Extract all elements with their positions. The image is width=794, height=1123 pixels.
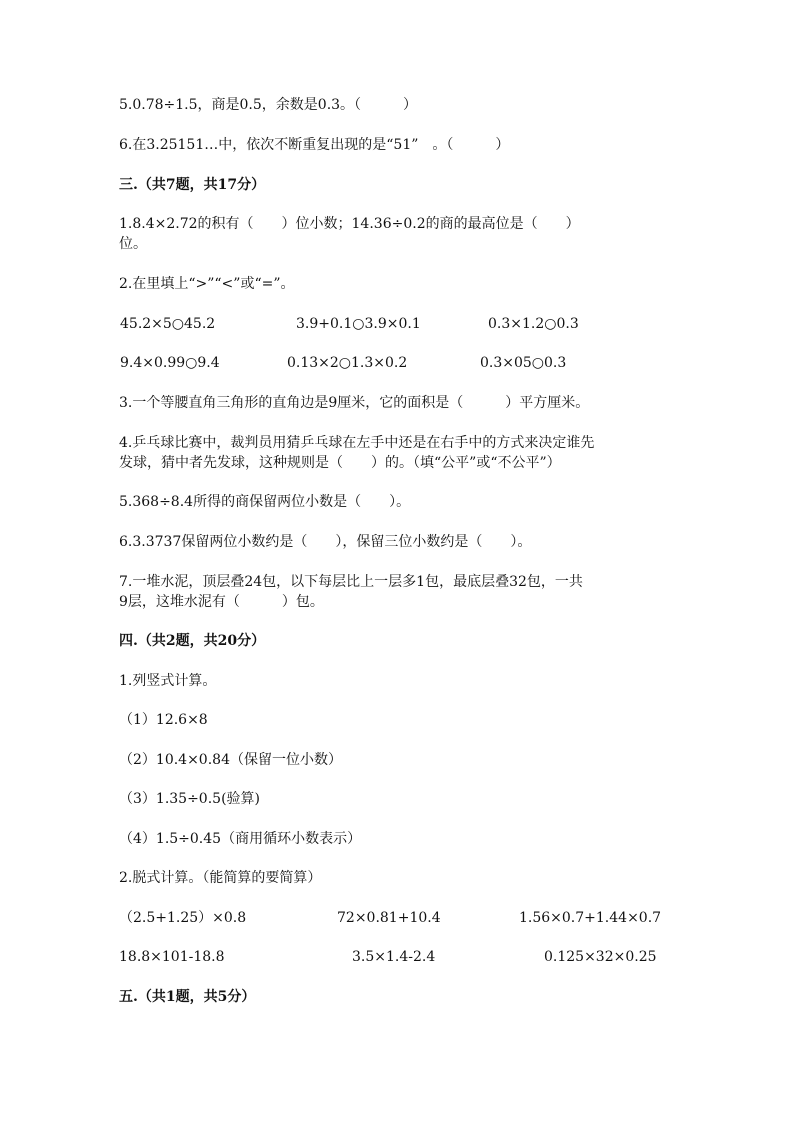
compare-row-2 <box>119 353 679 373</box>
calc-item: 1.56×0.7+1.44×0.7 <box>519 910 662 926</box>
s4-question-2: 2.脱式计算。（能简算的要简算） <box>119 870 322 886</box>
compare-row-1 <box>119 314 679 334</box>
s3-question-7-line-2: 9层，这堆水泥有（ ）包。 <box>119 594 324 610</box>
section-4-header: 四.（共2题，共20分） <box>119 633 266 649</box>
calc-item: （2.5+1.25）×0.8 <box>119 910 247 926</box>
s4-question-1: 1.列竖式计算。 <box>119 673 217 689</box>
compare-item: 3.9+0.1○3.9×0.1 <box>296 316 421 332</box>
s3-question-3: 3.一个等腰直角三角形的直角边是9厘米，它的面积是（ ）平方厘米。 <box>119 395 590 411</box>
calc-item: 0.125×32×0.25 <box>544 949 657 965</box>
vertical-calc-item: （4）1.5÷0.45（商用循环小数表示） <box>119 831 362 847</box>
calc-row-2 <box>119 947 679 967</box>
s3-question-2: 2.在里填上“>”“<”或“=”。 <box>119 276 295 292</box>
s3-question-1-line-1: 1.8.4×2.72的积有（ ）位小数；14.36÷0.2的商的最高位是（ ） <box>119 216 580 232</box>
compare-item: 0.13×2○1.3×0.2 <box>287 355 408 371</box>
section-5-header: 五.（共1题，共5分） <box>119 989 256 1005</box>
calc-item: 72×0.81+10.4 <box>337 910 441 926</box>
calc-item: 18.8×101-18.8 <box>119 949 225 965</box>
s3-question-4-line-2: 发球，猜中者先发球，这种规则是（ ）的。（填“公平”或“不公平”） <box>119 455 561 471</box>
compare-item: 0.3×05○0.3 <box>480 355 567 371</box>
compare-item: 0.3×1.2○0.3 <box>488 316 579 332</box>
compare-item: 45.2×5○45.2 <box>120 316 216 332</box>
vertical-calc-item: （3）1.35÷0.5(验算) <box>119 791 260 807</box>
section-3-header: 三.（共7题，共17分） <box>119 177 266 193</box>
vertical-calc-item: （1）12.6×8 <box>119 712 208 728</box>
s3-question-6: 6.3.3737保留两位小数约是（ ），保留三位小数约是（ ）。 <box>119 534 532 550</box>
s3-question-5: 5.368÷8.4所得的商保留两位小数是（ ）。 <box>119 494 411 510</box>
vertical-calc-item: （2）10.4×0.84（保留一位小数） <box>119 752 342 768</box>
s3-question-1-line-2: 位。 <box>119 236 147 252</box>
compare-item: 9.4×0.99○9.4 <box>120 355 220 371</box>
calc-item: 3.5×1.4-2.4 <box>352 949 436 965</box>
question-6-true-false: 6.在3.25151…中，依次不断重复出现的是“51” 。（ ） <box>119 137 510 153</box>
question-5-true-false: 5.0.78÷1.5，商是0.5，余数是0.3。（ ） <box>119 97 418 113</box>
calc-row-1 <box>119 908 679 928</box>
s3-question-4-line-1: 4.乒乓球比赛中，裁判员用猜乒乓球在左手中还是在右手中的方式来决定谁先 <box>119 435 595 451</box>
s3-question-7-line-1: 7.一堆水泥，顶层叠24包，以下每层比上一层多1包，最底层叠32包，一共 <box>119 574 583 590</box>
